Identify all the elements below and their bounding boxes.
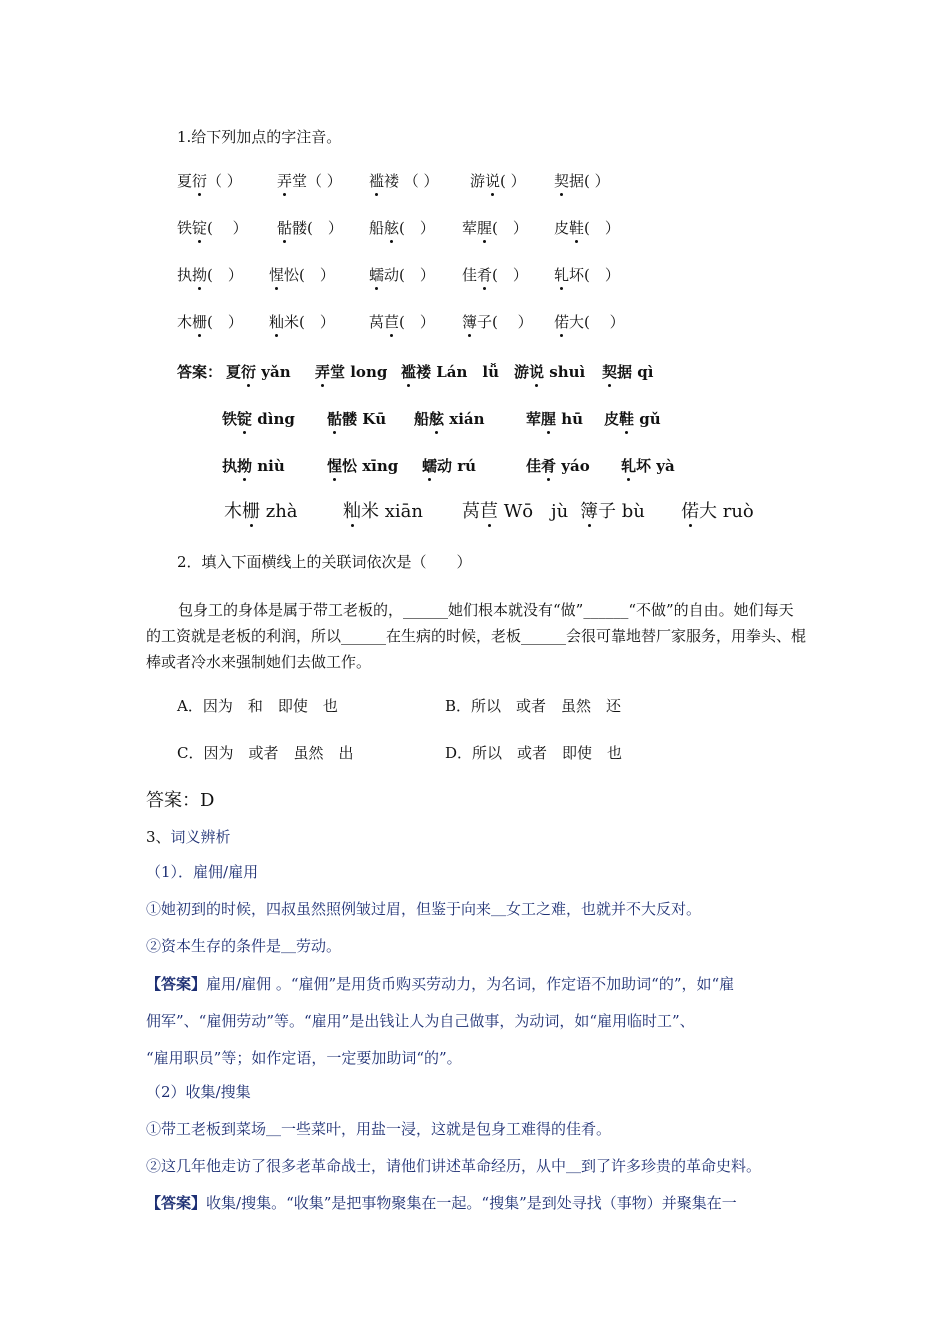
q1-text: 莴	[369, 313, 385, 331]
q1-answer-text: 褛 Lán lǚ	[416, 363, 500, 381]
q1-answer-text: 游	[514, 363, 530, 381]
dotted-char: 籼	[343, 501, 361, 522]
q2-option-b: B．所以 或者 虽然 还	[445, 697, 622, 715]
dotted-char: 舷	[429, 407, 444, 431]
dotted-char: 簿	[462, 310, 477, 334]
q1-answer-text: hū	[556, 410, 584, 428]
q1-text: 铁	[177, 219, 193, 237]
q1-item	[177, 263, 243, 287]
q1-answer-item	[602, 360, 653, 384]
dotted-char: 鞋	[569, 216, 584, 240]
q1-answer-text: 执	[222, 457, 238, 475]
dotted-char: 衍	[192, 169, 207, 193]
q3-sub1-sentence-1: ①她初到的时候，四叔虽然照例皱过眉，但鉴于向来＿女工之难，也就并不大反对。	[146, 900, 702, 918]
q1-answer-text: gǔ	[634, 410, 661, 428]
q1-answer-item	[526, 407, 583, 431]
q3-sub1-sentence-2: ②资本生存的条件是＿劳动。	[146, 937, 342, 955]
q1-text: ( ）	[500, 172, 526, 190]
dotted-char: 弄	[315, 360, 330, 384]
q1-answer-text: 堂 long	[330, 363, 388, 381]
q1-answer-item	[315, 360, 387, 384]
dotted-char: 偌	[554, 310, 569, 334]
q1-answer-text: dìng	[252, 410, 295, 428]
q1-item	[554, 169, 610, 193]
q3-sub1-answer-line-1	[146, 973, 734, 995]
q2-answer: 答案：D	[146, 790, 215, 811]
q1-item	[277, 169, 342, 193]
q1-text: 夏	[177, 172, 193, 190]
dotted-char: 拗	[237, 454, 252, 478]
q2-passage	[146, 597, 806, 675]
q1-answer-item	[621, 454, 675, 478]
dotted-char: 蠕	[369, 263, 384, 287]
dotted-char: 簿	[580, 501, 598, 522]
q1-item	[269, 310, 335, 334]
q1-text: 大( ）	[569, 313, 625, 331]
q1-answer-text: yáo	[556, 457, 590, 475]
dotted-char: 说	[485, 169, 500, 193]
q1-answer-item	[327, 454, 398, 478]
q1-answer-text: shuì	[544, 363, 586, 381]
q1-item	[369, 169, 439, 193]
dotted-char: 拗	[192, 263, 207, 287]
dotted-char: 锭	[237, 407, 252, 431]
q3-title	[146, 826, 231, 848]
q2-option-c: C．因为 或者 虽然 出	[177, 744, 354, 762]
dotted-char: 栅	[242, 501, 260, 522]
q1-text: ( ）	[492, 219, 528, 237]
dotted-char: 惺	[269, 263, 284, 287]
q1-answer-text: 米 xiān	[361, 501, 423, 522]
q3-sub1-answer-text-1: 雇用/雇佣 。“雇佣”是用货币购买劳动力，为名词，作定语不加助词“的”，如“雇	[206, 975, 735, 993]
q1-answer-item	[462, 500, 568, 524]
q1-answer-text: 子 bù	[598, 501, 645, 522]
q1-answer-item	[526, 454, 590, 478]
dotted-char: 骷	[327, 407, 342, 431]
dotted-char: 说	[529, 360, 544, 384]
q3-sub2-title: （2）收集/搜集	[146, 1083, 251, 1101]
q1-answer-text: 动 rú	[437, 457, 477, 475]
dotted-char: 轧	[554, 263, 569, 287]
q1-answer-text: 莴	[462, 501, 480, 522]
q1-text: 髅( ）	[292, 219, 343, 237]
q1-answer-text: 铁	[222, 410, 238, 428]
q1-answer-text: 皮	[604, 410, 620, 428]
q1-text: ( ）	[399, 313, 435, 331]
dotted-char: 弄	[277, 169, 292, 193]
q1-item	[369, 310, 435, 334]
q1-text: ( ）	[207, 313, 243, 331]
q1-answer-label: 答案：	[177, 363, 223, 381]
dotted-char: 骷	[277, 216, 292, 240]
q3-sub1-answer-line-2: 佣军”、“雇佣劳动”等。“雇用”是出钱让人为自己做事，为动词，如“雇用临时工”、	[146, 1012, 695, 1030]
dotted-char: 苣	[384, 310, 399, 334]
q1-answer-text: zhà	[260, 501, 298, 522]
q1-answer-item	[343, 500, 423, 524]
q3-sub2-answer-label: 【答案】	[146, 1194, 207, 1212]
q1-item	[277, 216, 343, 240]
q3-sub1-answer-line-3: “雇用职员”等；如作定语，一定要加助词“的”。	[146, 1049, 462, 1067]
q1-item	[554, 263, 620, 287]
dotted-char: 籼	[269, 310, 284, 334]
q1-item	[554, 310, 625, 334]
q1-answer-item	[514, 360, 585, 384]
q1-answer-item	[580, 500, 645, 524]
q1-text: 木	[177, 313, 193, 331]
q3-sub1-title: （1）．雇佣/雇用	[146, 863, 259, 881]
dotted-char: 肴	[477, 263, 492, 287]
q1-text: 皮	[554, 219, 570, 237]
q1-answer-item	[226, 360, 291, 384]
q1-answer-text: xián	[444, 410, 485, 428]
q1-item	[177, 169, 242, 193]
dotted-char: 褴	[369, 169, 384, 193]
q3-number: 3、	[146, 828, 171, 846]
q1-text: 据( ）	[569, 172, 610, 190]
dotted-char: 鞋	[619, 407, 634, 431]
q1-text: ( ）	[207, 219, 248, 237]
dotted-char: 腥	[477, 216, 492, 240]
q1-text: 动( ）	[384, 266, 435, 284]
q3-sub2-sentence-2: ②这几年他走访了很多老革命战士，请他们讲述革命经历，从中＿到了许多珍贵的革命史料。	[146, 1157, 762, 1175]
dotted-char: 惺	[327, 454, 342, 478]
q1-text: 米( ）	[284, 313, 335, 331]
q1-answer-text: 夏	[226, 363, 242, 381]
q1-answer-text: 大 ruò	[699, 501, 754, 522]
q1-answer-text: Wō jù	[498, 501, 569, 522]
q1-answer-text: 髅 Kū	[342, 410, 387, 428]
q1-text: 坏( ）	[569, 266, 620, 284]
q1-text: ( ）	[399, 219, 435, 237]
q2-title: 2．填入下面横线上的关联词依次是（ ）	[177, 553, 472, 571]
q1-text: 荤	[462, 219, 478, 237]
q1-item	[462, 310, 533, 334]
dotted-char: 契	[602, 360, 617, 384]
q1-text: 堂（ ）	[292, 172, 342, 190]
q1-text: 游	[470, 172, 486, 190]
q1-text: ( ）	[207, 266, 243, 284]
q1-title: 1.给下列加点的字注音。	[177, 128, 342, 146]
q1-text: ( ）	[492, 266, 528, 284]
q1-item	[177, 310, 243, 334]
q3-sub2-sentence-1: ①带工老板到菜场＿一些菜叶，用盐一浸，这就是包身工难得的佳肴。	[146, 1120, 612, 1138]
q1-answer-text: niù	[252, 457, 285, 475]
q3-sub1-answer-label: 【答案】	[146, 975, 207, 993]
q2-option-d: D．所以 或者 即使 也	[445, 744, 623, 762]
dotted-char: 蠕	[422, 454, 437, 478]
dotted-char: 轧	[621, 454, 636, 478]
q1-answer-text: 坏 yà	[636, 457, 675, 475]
q1-text: （ ）	[207, 172, 242, 190]
q1-item	[369, 216, 435, 240]
q1-answer-item	[401, 360, 499, 384]
q1-text: 船	[369, 219, 385, 237]
q3-sub2-answer-line-1	[146, 1192, 737, 1214]
q1-answer-text: 荤	[526, 410, 542, 428]
dotted-char: 肴	[541, 454, 556, 478]
q1-answer-text: 木	[224, 501, 242, 522]
q3-heading: 词义辨析	[170, 828, 231, 846]
q1-answer-text: yǎn	[256, 363, 291, 381]
dotted-char: 栅	[192, 310, 207, 334]
q1-item	[269, 263, 335, 287]
dotted-char: 衍	[241, 360, 256, 384]
q1-item	[554, 216, 620, 240]
q1-answer-item	[414, 407, 485, 431]
q3-title-text	[146, 828, 231, 846]
q1-answer-text: 佳	[526, 457, 542, 475]
q1-answer-item	[222, 454, 285, 478]
q1-text: ( ）	[584, 219, 620, 237]
q3-sub2-answer-text-1: 收集/搜集。“收集”是把事物聚集在一起。“搜集”是到处寻找（事物）并聚集在一	[206, 1194, 737, 1212]
q1-answer-text: 据 qì	[617, 363, 654, 381]
q2-option-a: A．因为 和 即使 也	[177, 697, 338, 715]
q1-text: 执	[177, 266, 193, 284]
q1-text: 忪( ）	[284, 266, 335, 284]
q1-answer-item	[224, 500, 298, 524]
dotted-char: 偌	[681, 501, 699, 522]
q1-text: 佳	[462, 266, 478, 284]
q1-answer-item	[327, 407, 386, 431]
q1-answer-item	[422, 454, 476, 478]
dotted-char: 褴	[401, 360, 416, 384]
dotted-char: 契	[554, 169, 569, 193]
q2-passage-text: 包身工的身体是属于带工老板的，______她们根本就没有“做”______“不做”的自由。她们每天的工资就是老板的利润，所以______在生病的时候，老板______会很可靠地替厂家服务，用拳头、棍棒或者冷水来强制她们去做工作。	[146, 601, 807, 671]
q1-answer-item	[681, 500, 754, 524]
q1-item	[177, 216, 248, 240]
q1-answer-text: 忪 xīng	[342, 457, 399, 475]
dotted-char: 舷	[384, 216, 399, 240]
dotted-char: 锭	[192, 216, 207, 240]
q1-answer-text: 船	[414, 410, 430, 428]
q1-answer-item	[222, 407, 295, 431]
q1-item	[462, 216, 528, 240]
q1-item	[462, 263, 528, 287]
q1-text: 褛 （ ）	[384, 172, 439, 190]
q1-item	[369, 263, 435, 287]
q1-answer-item	[604, 407, 661, 431]
q1-text: 子( ）	[477, 313, 533, 331]
dotted-char: 腥	[541, 407, 556, 431]
q1-item	[470, 169, 526, 193]
dotted-char: 苣	[480, 501, 498, 522]
